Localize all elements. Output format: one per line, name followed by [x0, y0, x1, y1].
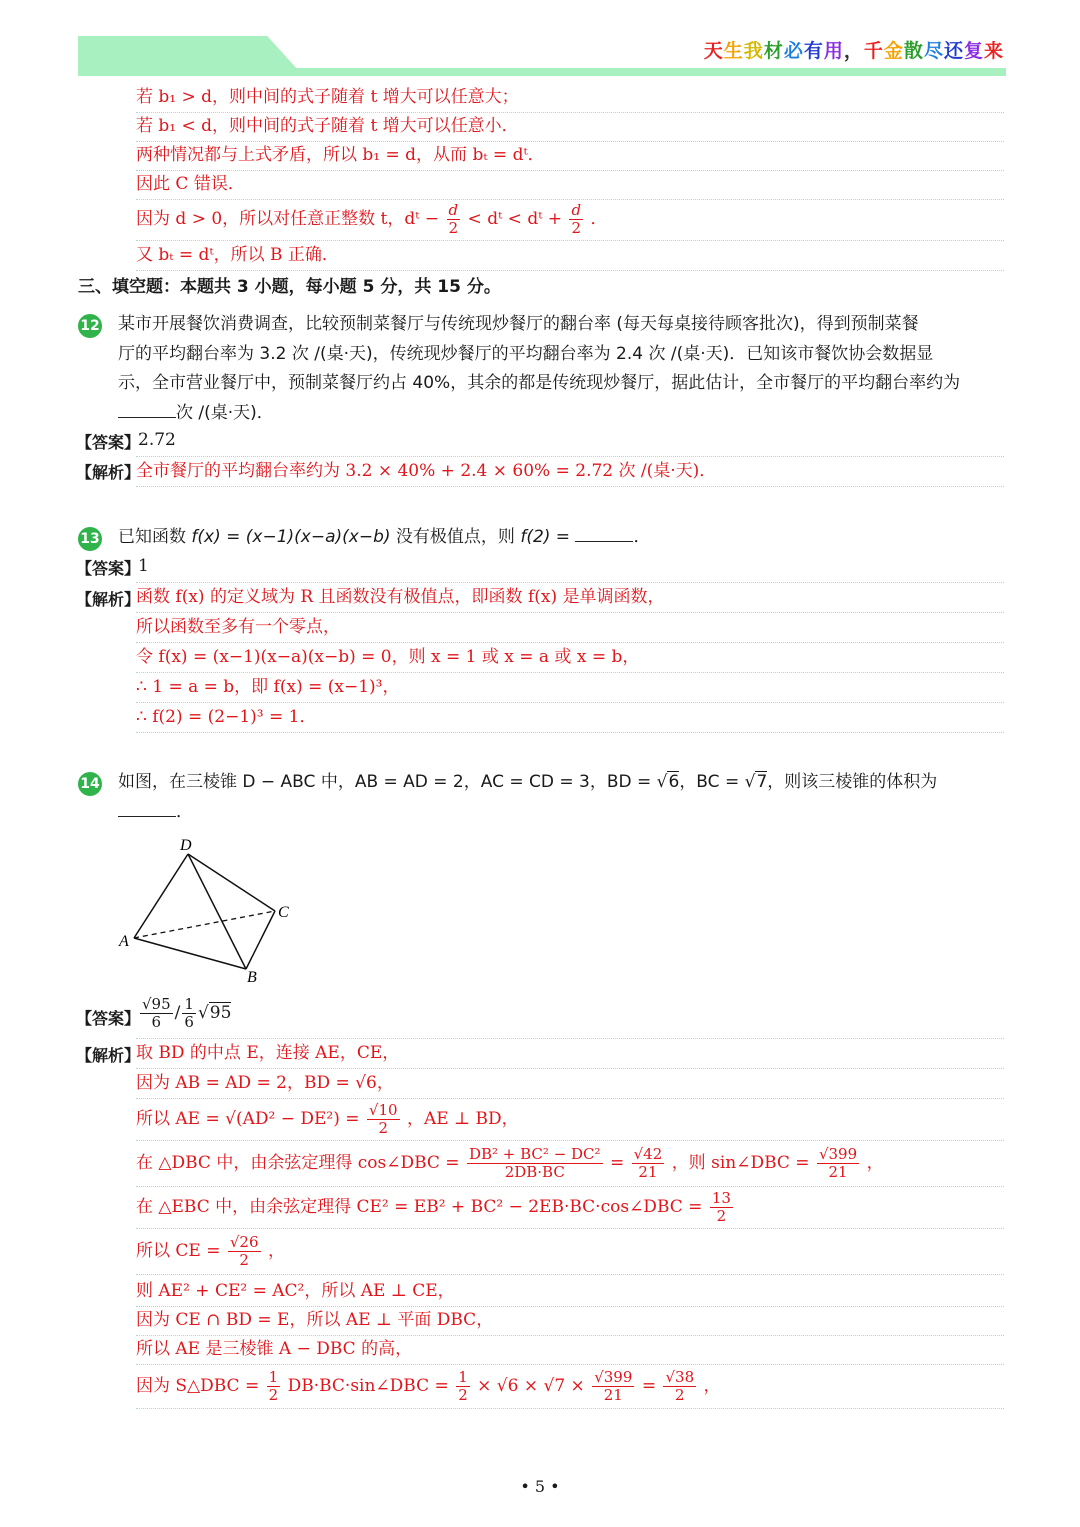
page-number: • 5 • [520, 1477, 560, 1496]
question-12-badge: 12 [78, 314, 102, 338]
q14-line-2: ． [118, 798, 1008, 828]
slogan-char: 千 [863, 40, 884, 62]
question-12-text [118, 310, 1008, 428]
q14-step-10: 因为 S△DBC = $\frac{1}{2}$ DB·BC·sin∠DBC = $\frac{1}{2}$ × √6 × √7 × $\frac{√399}{21}$ = $\frac{√38}{2}$ ， [136, 1364, 1004, 1409]
label-C: C [278, 904, 289, 921]
edge-AC-hidden [134, 911, 275, 938]
edge-DC [188, 854, 275, 911]
slogan-char: 有 [803, 40, 824, 62]
prev-line-5 [136, 198, 1004, 241]
q12-answer: 2.72 [138, 430, 176, 450]
q13-analysis-2: 所以函数至多有一个零点， [136, 612, 1004, 643]
q14-step-8: 因为 CE ∩ BD = E，所以 AE ⊥ 平面 DBC， [136, 1305, 1004, 1336]
q12-analysis-label: 【解析】 [76, 463, 141, 482]
slogan-char: 复 [963, 40, 984, 62]
slogan-char: 必 [783, 40, 804, 62]
edge-AB [134, 938, 246, 969]
q14-step-4: 在 △DBC 中，由余弦定理得 cos∠DBC = $\frac{\text{DB² + BC² − DC²}}{2DB\cdot BC}$ = $\frac{√42}{21}$ ，则 sin∠DBC = $\frac{√399}{21}$ ， [136, 1140, 1004, 1187]
q13-analysis-5: ∴ f(2) = (2−1)³ = 1． [136, 702, 1004, 733]
slogan-char: 来 [983, 40, 1004, 62]
prev-line-4: 因此 C 错误． [136, 169, 1004, 200]
question-14-badge: 14 [78, 772, 102, 796]
q14-step-6: 所以 CE = $\frac{√26}{2}$ ， [136, 1228, 1004, 1275]
q14-step-5: 在 △EBC 中，由余弦定理得 CE² = EB² + BC² − 2EB·BC·cos∠DBC = $\frac{13}{2}$ [136, 1186, 1004, 1229]
frac-d-over-2a: $\frac{d}{2}$ [448, 201, 459, 237]
prev-line-6: 又 bₜ = dᵗ，所以 B 正确． [136, 240, 1004, 271]
q14-step-2: 因为 AB = AD = 2，BD = √6， [136, 1068, 1004, 1099]
slogan-char: 材 [763, 40, 784, 62]
question-14-text [118, 768, 1008, 827]
slogan-char: 用 [823, 40, 844, 62]
tetrahedron-figure [110, 832, 310, 987]
header-bar [78, 68, 1006, 76]
q14-step-3: 所以 AE = √(AD² − DE²) = $\frac{√10}{2}$ ，AE ⊥ BD， [136, 1098, 1004, 1141]
question-13-text: 已知函数 f(x) = (x−1)(x−a)(x−b) 没有极值点，则 f(2) = ． [118, 527, 651, 547]
slogan-char: 还 [943, 40, 964, 62]
prev-line-5c: ． [590, 209, 608, 229]
frac-d-over-2b: $\frac{d}{2}$ [571, 201, 582, 237]
question-13-badge: 13 [78, 527, 102, 551]
slogan-char: ， [843, 40, 864, 62]
q14-line-1: 如图，在三棱锥 D − ABC 中，AB = AD = 2，AC = CD = 3，BD = √6，BC = √7，则该三棱锥的体积为 [118, 772, 938, 792]
q14-step-7: 则 AE² + CE² = AC²，所以 AE ⊥ CE， [136, 1276, 1004, 1307]
label-A: A [119, 933, 129, 950]
answer-blank [575, 525, 633, 542]
edge-BC [246, 911, 275, 969]
q14-step-1: 取 BD 的中点 E，连接 AE，CE， [136, 1038, 1004, 1069]
slogan-char: 生 [723, 40, 744, 62]
slogan-char: 金 [883, 40, 904, 62]
q12-line-2: 厅的平均翻台率为 3.2 次 /(桌·天)，传统现炒餐厅的平均翻台率为 2.4 次 /(桌·天)．已知该市餐饮协会数据显 [118, 343, 934, 364]
edge-DA [134, 854, 188, 938]
q12-line-4: 次 /(桌·天)． [118, 399, 1008, 429]
section-title: 三、填空题：本题共 3 小题，每小题 5 分，共 15 分。 [78, 277, 501, 297]
q12-answer-label: 【答案】 [76, 433, 141, 452]
header-tab [78, 36, 298, 70]
q13-analysis-4: ∴ 1 = a = b，即 f(x) = (x−1)³， [136, 672, 1004, 703]
answer-blank [118, 401, 176, 418]
prev-line-2: 若 b₁ < d，则中间的式子随着 t 增大可以任意小． [136, 111, 1004, 142]
prev-line-5b: < dᵗ < dᵗ + [467, 209, 563, 229]
q14-analysis-label: 【解析】 [76, 1046, 141, 1065]
edge-DB [188, 854, 246, 969]
prev-line-3: 两种情况都与上式矛盾，所以 b₁ = d，从而 bₜ = dᵗ． [136, 140, 1004, 171]
q13-analysis-1: 函数 f(x) 的定义域为 R 且函数没有极值点，即函数 f(x) 是单调函数， [136, 582, 1004, 613]
prev-line-1: 若 b₁ > d，则中间的式子随着 t 增大可以任意大； [136, 82, 1004, 113]
q14-answer-label: 【答案】 [76, 1009, 141, 1028]
slogan-char: 天 [703, 40, 724, 62]
q12-analysis: 全市餐厅的平均翻台率约为 3.2 × 40% + 2.4 × 60% = 2.72 次 /(桌·天)． [136, 456, 1004, 487]
q13-answer: 1 [138, 556, 149, 576]
q14-answer: $\frac{√95}{6}$ / $\frac{1}{6}$ √95 [142, 995, 232, 1031]
label-B: B [247, 969, 257, 986]
q13-analysis-label: 【解析】 [76, 590, 141, 609]
label-D: D [180, 837, 192, 854]
q14-step-9: 所以 AE 是三棱锥 A − DBC 的高， [136, 1334, 1004, 1365]
header-slogan [704, 36, 1004, 63]
answer-blank [118, 800, 176, 817]
q13-answer-label: 【答案】 [76, 559, 141, 578]
slogan-char: 尽 [923, 40, 944, 62]
slogan-char: 散 [903, 40, 924, 62]
slogan-char: 我 [743, 40, 764, 62]
q12-line-3: 示，全市营业餐厅中，预制菜餐厅约占 40%，其余的都是传统现炒餐厅，据此估计，全市餐厅的平均翻台率约为 [118, 373, 961, 393]
prev-line-5a: 因为 d > 0，所以对任意正整数 t，dᵗ − [136, 209, 440, 229]
q13-analysis-3: 令 f(x) = (x−1)(x−a)(x−b) = 0，则 x = 1 或 x = a 或 x = b， [136, 642, 1004, 673]
q12-line-1: 某市开展餐饮消费调查，比较预制菜餐厅与传统现炒餐厅的翻台率 (每天每桌接待顾客批次)，得到预制菜餐 [118, 314, 919, 334]
